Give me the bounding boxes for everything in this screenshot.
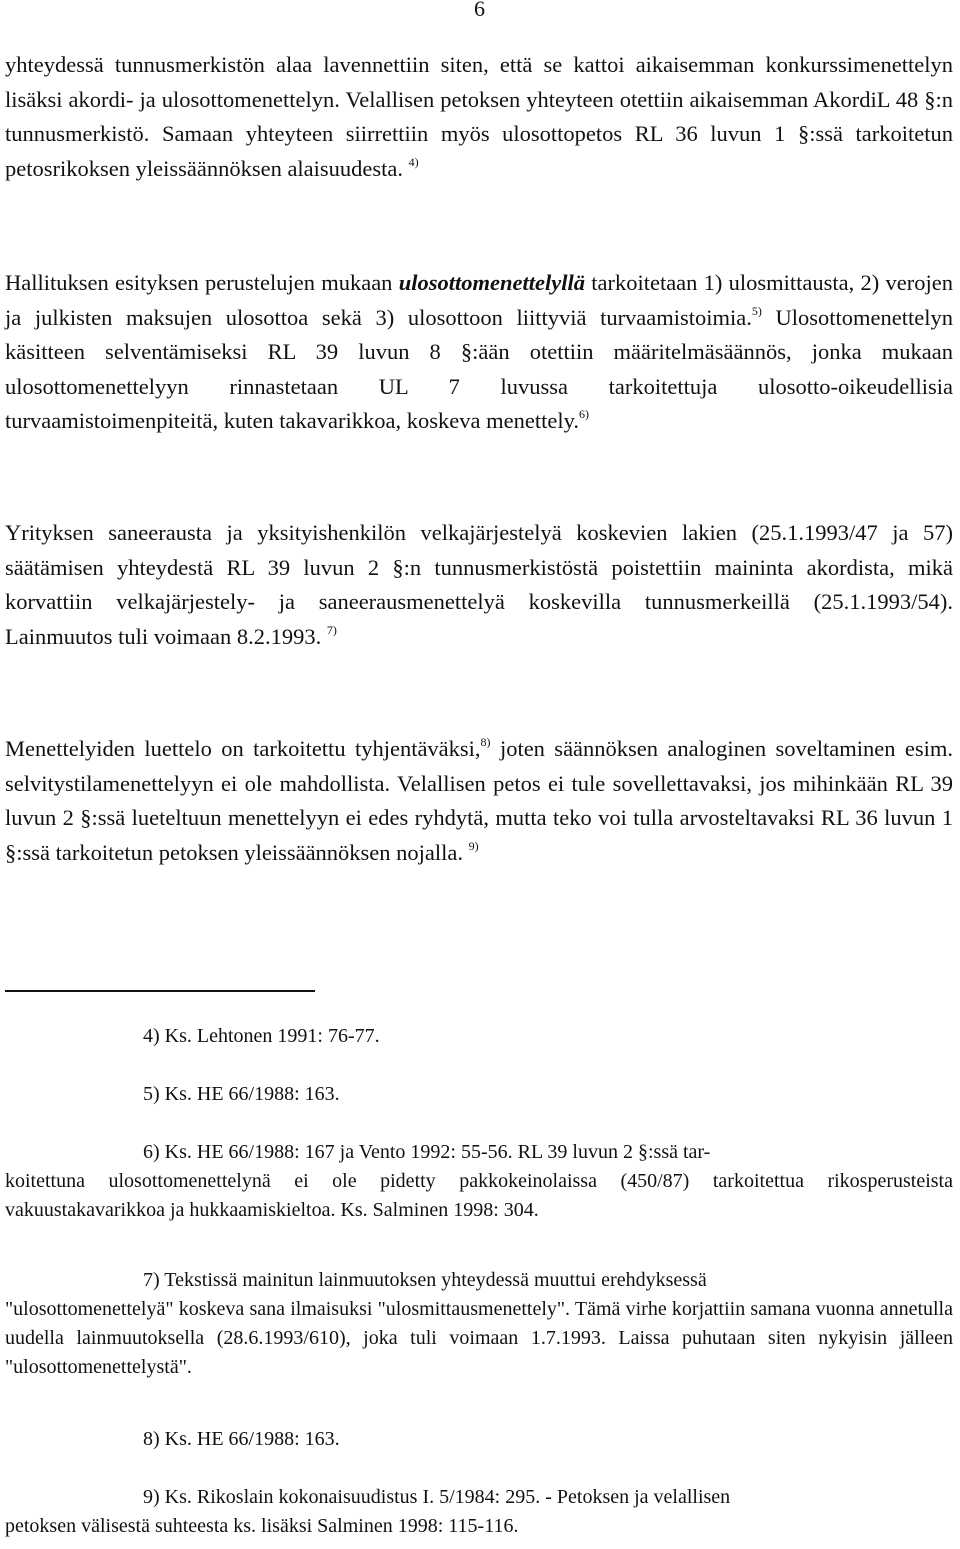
paragraph-2 [5,266,953,439]
footnote-ref-4: 4) [408,154,419,169]
paragraph-1 [5,48,953,186]
footnote-ref-6: 6) [578,407,589,421]
footnote-7-first-line: 7) Tekstissä mainitun lainmuutoksen yhteydessä muuttui erehdyksessä [143,1269,707,1291]
paragraph-2-after: tarkoitetaan 1) ulosmittausta, 2) verojen ja julkisten maksujen ulosottoa sekä 3) ulosottoon liittyviä turvaamistoimia. [5,270,954,330]
paragraph-4-before: Menettelyiden luettelo on tarkoitettu tyhjentäväksi, [5,736,481,761]
footnote-6-rest: koitettuna ulosottomenettelynä ei ole pidetty pakkokeinolaissa (450/87) tarkoitettua rikosperusteista vakuustakavarikkoa ja hukkaamiskieltoa. Ks. Salminen 1998: 304. [5,1170,953,1221]
paragraph-2-before: Hallituksen esityksen perustelujen mukaan [5,270,393,295]
page-number: 6 [474,0,485,21]
footnote-7 [5,1266,953,1382]
footnote-7-rest: "ulosottomenettelyä" koskeva sana ilmaisuksi "ulosmittausmenettely". Tämä virhe korjattiin samana vuonna annetulla uudella lainmuutoksella (28.6.1993/610), joka tuli voimaan 1.7.1993. Laissa puhutaan siten nykyisin jälleen "ulosottomenettelystä". [5,1298,953,1378]
footnote-9 [5,1483,953,1541]
footnote-8: 8) Ks. HE 66/1988: 163. [143,1428,340,1450]
footnote-4: 4) Ks. Lehtonen 1991: 76-77. [143,1025,380,1047]
footnote-9-rest: petoksen välisestä suhteesta ks. lisäksi Salminen 1998: 115-116. [5,1515,519,1537]
paragraph-3-text: Yrityksen saneerausta ja yksityishenkilön velkajärjestelyä koskevien lakien (25.1.1993/47 ja 57) säätämisen yhteydestä RL 39 luvun 2 §:n tunnusmerkistöstä poistettiin maininta akordista, mikä korvattiin velkajärjestely- ja saneerausmenettelyä koskevilla tunnusmerkeillä (25.1.1993/54). Lainmuutos tuli voimaan 8.2.1993. [5,520,953,649]
footnote-6-first-line: 6) Ks. HE 66/1988: 167 ja Vento 1992: 55-56. RL 39 luvun 2 §:ssä tar- [143,1141,711,1163]
footnote-9-first-line: 9) Ks. Rikoslain kokonaisuudistus I. 5/1984: 295. - Petoksen ja velallisen [143,1486,731,1508]
paragraph-4-after: joten säännöksen analoginen soveltaminen esim. selvitystilamenettelyyn ei ole mahdollista. Velallisen petos ei tule sovellettavaksi, jos mihinkään RL 39 luvun 2 §:ssä lueteltuun menettelyyn ei edes ryhdytä, mutta teko voi tulla arvosteltavaksi RL 36 luvun 1 §:ssä tarkoitetun petoksen yleissäännöksen nojalla. [5,736,953,865]
paragraph-1-text: yhteydessä tunnusmerkistön alaa lavennettiin siten, että se kattoi aikaisemman konkurssimenettelyn lisäksi akordi- ja ulosottomenettelyn. Velallisen petoksen yhteyteen otettiin aikaisemman AkordiL 48 §:n tunnusmerkistö. Samaan yhteyteen siirrettiin myös ulosottopetos RL 36 luvun 1 §:ssä tarkoitetun petosrikoksen yleissäännöksen alaisuudesta. [5,52,953,181]
footnote-ref-7: 7) [326,622,337,637]
footnote-ref-9: 9) [468,838,479,853]
footnote-separator [5,990,315,992]
footnote-5: 5) Ks. HE 66/1988: 163. [143,1083,340,1105]
paragraph-3 [5,516,953,654]
footnote-ref-8: 8) [480,735,491,749]
paragraph-4 [5,732,953,870]
paragraph-2-middle: Ulosottomenettelyn käsitteen selventämiseksi RL 39 luvun 8 §:ään otettiin määritelmäsäännös, jonka mukaan ulosottomenettelyyn rinnastetaan UL 7 luvussa tarkoitettuja ulosotto-oikeudellisia turvaamistoimenpiteitä, kuten takavarikkoa, koskeva menettely. [5,304,953,433]
paragraph-2-emphasis: ulosottomenettelyllä [398,270,585,295]
footnote-ref-5: 5) [751,303,762,318]
footnote-6 [5,1138,953,1225]
